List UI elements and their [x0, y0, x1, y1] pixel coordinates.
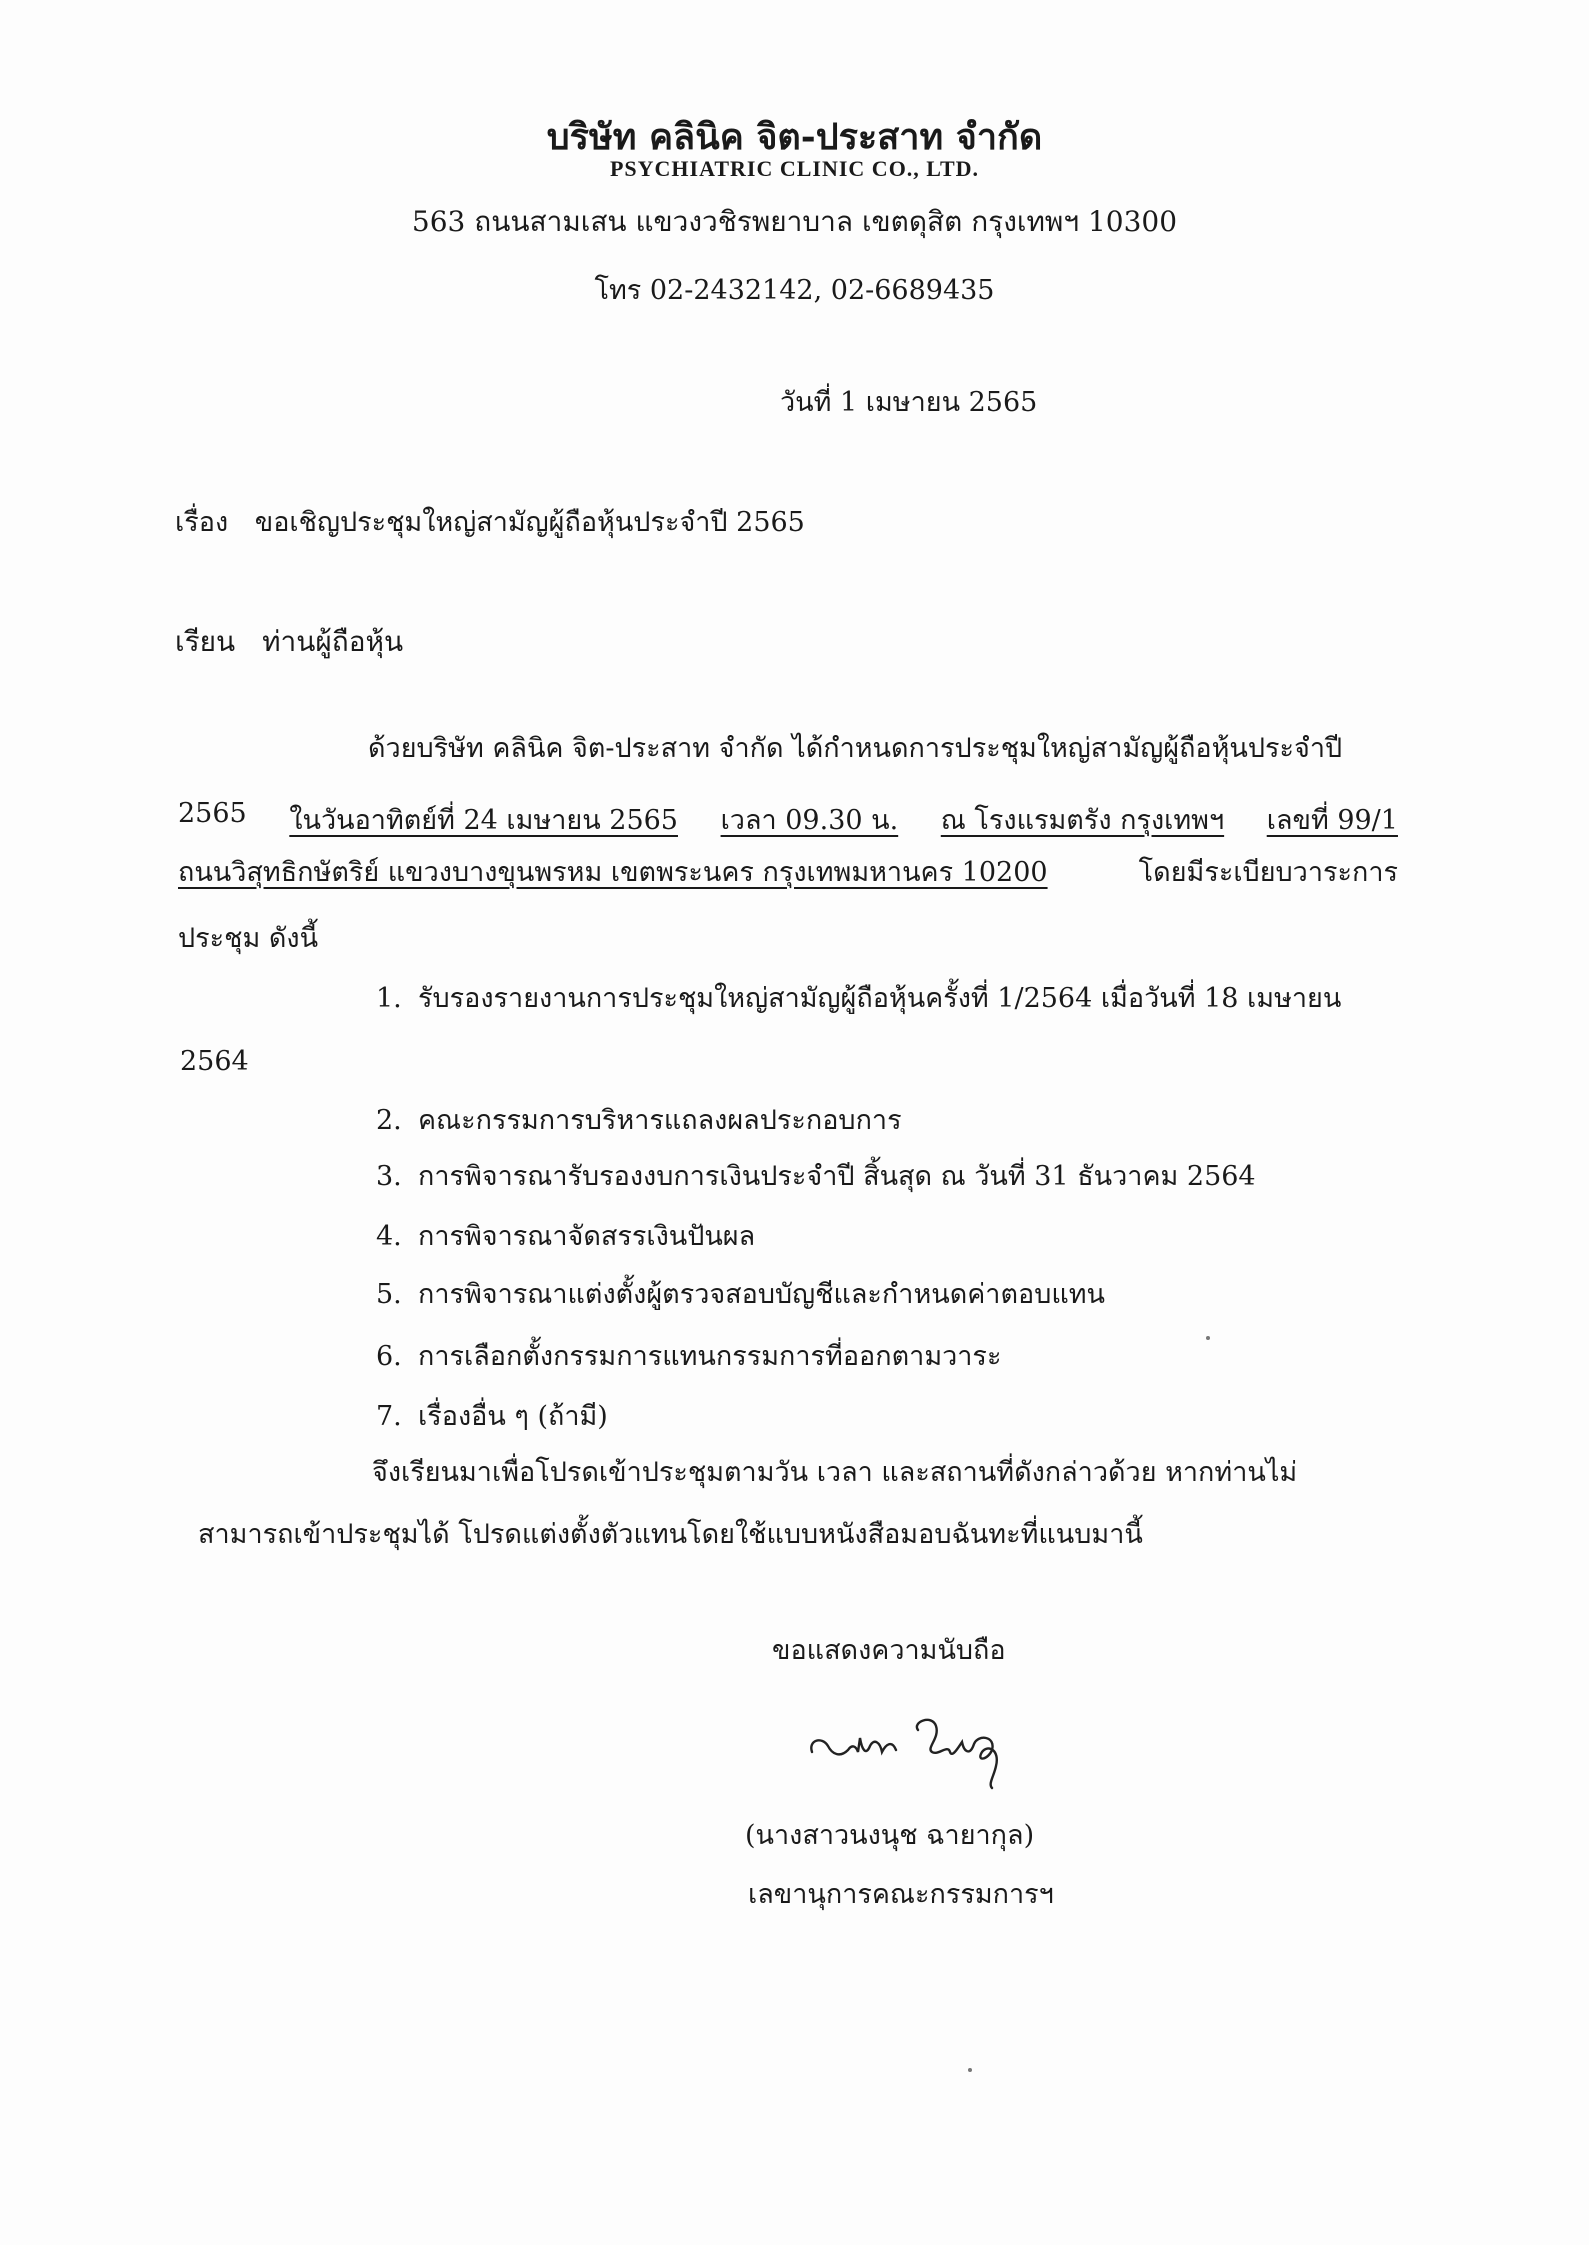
- conclusion-line-1: จึงเรียนมาเพื่อโปรดเข้าประชุมตามวัน เวลา และสถานที่ดังกล่าวด้วย หากท่านไม่: [372, 1457, 1298, 1488]
- salutation-text: ท่านผู้ถือหุ้น: [262, 625, 404, 658]
- agenda-item-1-continuation: 2564: [180, 1046, 249, 1077]
- subject-line: [175, 500, 805, 543]
- body-line-1: ด้วยบริษัท คลินิค จิต-ประสาท จำกัด ได้กำหนดการประชุมใหญ่สามัญผู้ถือหุ้นประจำปี: [368, 733, 1343, 764]
- meeting-time: เวลา 09.30 น.: [720, 805, 899, 836]
- agenda-text: การเลือกตั้งกรรมการแทนกรรมการที่ออกตามวาระ: [418, 1341, 1002, 1372]
- agenda-item: [376, 1098, 902, 1141]
- scan-speck: [968, 2068, 972, 2072]
- agenda-item: [376, 1272, 1105, 1315]
- company-name-english: PSYCHIATRIC CLINIC CO., LTD.: [609, 156, 980, 181]
- agenda-number: 6.: [376, 1341, 402, 1372]
- agenda-number: 3.: [376, 1161, 402, 1192]
- meeting-year: 2565: [178, 798, 247, 829]
- company-address: 563 ถนนสามเสน แขวงวชิรพยาบาล เขตดุสิต กรุงเทพฯ 10300: [411, 205, 1178, 238]
- salutation-line: [175, 620, 403, 664]
- agenda-number: 7.: [376, 1401, 402, 1432]
- agenda-item: [376, 1154, 1256, 1197]
- venue-number: เลขที่ 99/1: [1266, 805, 1398, 836]
- agenda-text: การพิจารณาจัดสรรเงินปันผล: [418, 1221, 756, 1252]
- agenda-text: รับรองรายงานการประชุมใหญ่สามัญผู้ถือหุ้นครั้งที่ 1/2564 เมื่อวันที่ 18 เมษายน: [418, 983, 1342, 1014]
- agenda-item: [376, 1394, 608, 1437]
- signer-title: เลขานุการคณะกรรมการฯ: [748, 1879, 1054, 1910]
- venue-address: ถนนวิสุทธิกษัตริย์ แขวงบางขุนพรหม เขตพระนคร กรุงเทพมหานคร 10200: [178, 857, 1048, 888]
- subject-text: ขอเชิญประชุมใหญ่สามัญผู้ถือหุ้นประจำปี 2565: [254, 507, 805, 538]
- subject-label: เรื่อง: [175, 507, 229, 538]
- agenda-number: 4.: [376, 1221, 402, 1252]
- agenda-number: 1.: [376, 983, 402, 1014]
- agenda-item: [376, 1214, 755, 1257]
- closing-phrase: ขอแสดงความนับถือ: [772, 1635, 1006, 1666]
- scan-speck: [1206, 1336, 1210, 1340]
- meeting-venue: ณ โรงแรมตรัง กรุงเทพฯ: [940, 805, 1225, 836]
- company-name-thai: บริษัท คลินิค จิต-ประสาท จำกัด: [546, 116, 1043, 158]
- agenda-item: [376, 1334, 1001, 1377]
- company-phone: โทร 02-2432142, 02-6689435: [594, 275, 995, 306]
- meeting-date: ในวันอาทิตย์ที่ 24 เมษายน 2565: [289, 805, 678, 836]
- body-line-3-rest: โดยมีระเบียบวาระการ: [1138, 857, 1398, 888]
- agenda-item: [376, 976, 1341, 1019]
- agenda-text: เรื่องอื่น ๆ (ถ้ามี): [418, 1401, 608, 1432]
- agenda-number: 2.: [376, 1105, 402, 1136]
- salutation-label: เรียน: [175, 625, 236, 658]
- body-line-3: [178, 850, 1398, 893]
- signer-name: (นางสาวนงนุช ฉายากุล): [745, 1820, 1035, 1851]
- agenda-text: การพิจารณาแต่งตั้งผู้ตรวจสอบบัญชีและกำหนดค่าตอบแทน: [418, 1279, 1105, 1310]
- body-line-4: ประชุม ดังนี้: [178, 923, 319, 954]
- letter-date: วันที่ 1 เมษายน 2565: [780, 387, 1038, 418]
- agenda-number: 5.: [376, 1279, 402, 1310]
- conclusion-line-2: สามารถเข้าประชุมได้ โปรดแต่งตั้งตัวแทนโดยใช้แบบหนังสือมอบฉันทะที่แนบมานี้: [198, 1519, 1143, 1550]
- agenda-text: คณะกรรมการบริหารแถลงผลประกอบการ: [418, 1105, 902, 1136]
- body-line-2: [178, 798, 1398, 841]
- agenda-text: การพิจารณารับรองงบการเงินประจำปี สิ้นสุด ณ วันที่ 31 ธันวาคม 2564: [418, 1161, 1256, 1192]
- signature-image: [800, 1700, 1030, 1790]
